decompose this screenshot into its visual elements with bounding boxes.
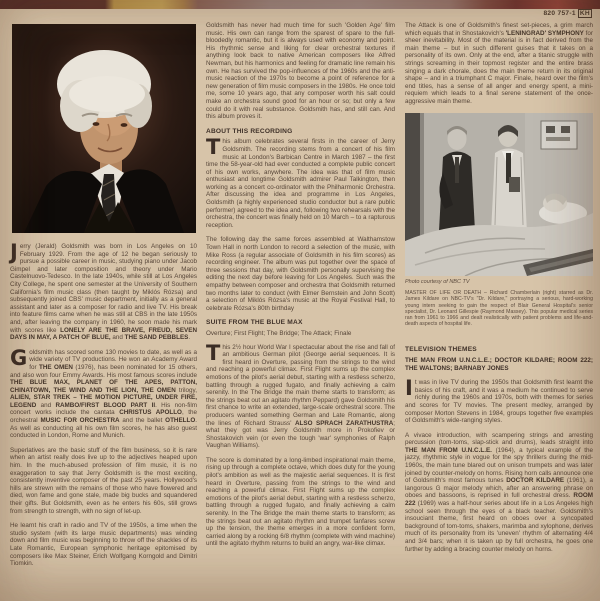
catalog-number-text: 820 757-1 — [543, 10, 576, 17]
attack-finale-text — [405, 22, 593, 106]
left-column — [10, 22, 197, 575]
paragraph: The score is dominated by a long-limbed inspirational main theme, rising up through a complete octave, which does duty for the young pilot's ambition as well as the majestic aerial sequences. It is first heard in Overture, passing from the strings to the wind and reaching a powerful climax. First Flight sums up the complex emotions of the pilot's aerial debut, starting with a restless scherzo, battling through a rugged fugato, and finally achieving a calm serenity. In the The Bridge the main theme starts to transform; as the strings beat out an agitato rhythm and trumpet fanfares screw up the tension, the theme emerges in a more confident form, carried along by a rocking 6/8 rhythm (complete with wind machine) until the agitato rhythm returns to build an angry, war-like climax. — [206, 456, 395, 548]
dr-kildare-hospital-scene-photo — [405, 113, 593, 276]
sleeve-top-edge-strip — [0, 0, 600, 9]
catalog-suffix-badge: KH — [579, 10, 590, 17]
section-heading: TELEVISION THEMES — [405, 346, 477, 354]
right-column — [405, 22, 593, 560]
paragraph: A vivace introduction, with scampering strings and arresting percussion (tom-toms, slap-stick and drums), leads straight into THE MAN FROM U.N.C.L.E. (1964), a typical example of the jazzy, rhythmic style in vogue for the spy thrillers during the mid-1960s, the main tune blared out on unison trumpets and was later joined by counter-melody on horns. Rising horn calls announce one of Goldsmith's most famous tunes DOCTOR KILDARE (1961), a langorous G major melody which, after an answering phrase on oboes and bassoons, is reprised in full orchestral dress. ROOM 222 (1969) was a half-hour series about life in a Los Angeles high school seen through the eyes of a black teacher. Goldsmith's insouciant theme, first heard on oboes over a syncopated background of tom-toms, shakers, marimba and xylophone, derives much of its personality from its 'uneven' rhythm of alternating 4/4 and 3/4 bars; when it is taken up by full orchestra, he goes one further by adding a bracing counter melody on horns. — [405, 431, 594, 553]
paragraph: The Attack is one of Goldsmith's finest set-pieces, a grim march which equals that in Shostakovich's 'LENINGRAD' SYMPHONY for sheer inevitability. Most of the material is in fact derived from the main theme – but in such different guises that it takes on a personality of its own. Only at the end, after a titanic struggle with strings screaming in their topmost register and the entire brass singing a dark chorale, does the main theme return in its original shape – and in a triumphant C major. Finale, heard over the film's end titles, has a sense of all anger and energy spent, a mini-requiem which leads to a final serene statement of the once-aggressive main theme. — [405, 22, 593, 105]
dropcap-letter: I — [405, 376, 413, 401]
television-themes-text — [405, 346, 593, 553]
paragraph: This album celebrates several firsts in the career of Jerry Goldsmith. The recording stems from a concert of his film music at London's Barbican Centre in March 1987 – the first time the 58-year-old had ever conducted a complete public concert of his own works, anywhere. The idea was that of film music enthusiast and longtime Goldsmith admirer Paul Talkington, then working as a concert co-ordinator with the Philharmonic Orchestra. After discussing the idea and programme in Los Angeles, Goldsmith (a highly experienced studio conductor but a rare public performer) agreed to the idea and, following two rehearsals with the orchestra, the concert was finally held on 10 March – to a rapturous reception. — [206, 135, 395, 229]
paragraph: Jerry (Jerald) Goldsmith was born in Los Angeles on 10 February 1929. From the age of 12 he began seriously to pursue a possible career in music, studying piano under Jacob Gimpel and later composition and theory under Mario Castelnuovo-Tedesco. In the late 1940s, while still at Los Angeles City College, he spent one semester at the University of Southern California's film music class (then taught by Miklós Rózsa) and subsequently joined CBS' music department, initially as a general assistant and later as a composer for radio and live TV. His break into feature films came when he was still at CBS in the late 1950s and, after leaving the company in 1960, he soon made his mark with scores like LONELY ARE THE BRAVE, FREUD, SEVEN DAYS IN MAY, A PATCH OF BLUE, and THE SAND PEBBLES. — [10, 240, 197, 342]
section-heading: SUITE FROM THE BLUE MAX — [206, 319, 303, 327]
dropcap-letter: J — [10, 240, 18, 264]
section-subheading: Overture; First Flight; The Bridge; The Attack; Finale — [206, 329, 352, 337]
paragraph: Goldsmith has scored some 130 movies to date, as well as a wide variety of TV productions. He won an Academy Award for THE OMEN (1976), has been nominated for 15 others, and also won four Emmy Awards. His most famous scores include THE BLUE MAX, PLANET OF THE APES, PATTON, CHINATOWN, THE WIND AND THE LION, THE OMEN trilogy, ALIEN, STAR TREK – THE MOTION PICTURE, UNDER FIRE, LEGEND and RAMBO/FIRST BLOOD PART II. His non-film concert works include the cantata CHRISTUS APOLLO, the orchestral MUSIC FOR ORCHESTRA and the ballet OTHELLO. As well as conducting all his own film scores, he has also guest conducted in London, Rome and Munich. — [10, 345, 198, 440]
catalog-number — [543, 10, 592, 17]
dropcap-letter: T — [206, 340, 221, 365]
biography-text — [10, 240, 198, 568]
paragraph: This 2½ hour World War I spectacular about the rise and fall of an ambitious German pilot (George aerial sequences. It is first heard in Overture, passing from the strings to the wind and reaching a powerful climax. First Flight sums up the complex emotions of the pilot's aerial debut, starting with a restless scherzo, battling through a rugged fugato, and finally achieving a calm serenity. In the The Bridge the main theme starts to transform; as the strings beat out an agitato rhythm Peppard) gave Goldsmith his first chance to write an extended, large-scale orchestral score. The producers wanted something German and Late Romantic, along the lines of Richard Strauss' ALSO SPRACH ZARATHUSTRA; what they got was Jerry Goldsmith more in Prokofiev or Shostakovich vein (or even the tough 'war' symphonies of Ralph Vaughan Williams). — [206, 340, 396, 450]
paragraph: Goldsmith has never had much time for such 'Golden Age' film music. His own can range from the sparest of spare to the full-bloodedly romantic, but it is always used with economy and point. His rhythmic sense and liking for clear orchestral textures if anything look back to native American composers like Alfred Newman, but his harmonics and feeling for dramatic line remain his own. He has survived the pop-influences of the 1960s and the anti-music reaction of the 1970s to become a point of reference for a new generation of film music composers in the 1980s. He once told me, some 10 years ago, that any composer worth his salt could make an orchestra sound good for an hour or so; but only a few could do it with real substance. Goldsmith has, and still can. And this album proves it. — [206, 22, 395, 121]
dropcap-letter: T — [206, 135, 221, 160]
dropcap-letter: G — [10, 345, 28, 370]
liner-notes-text — [206, 22, 395, 548]
section-heading: ABOUT THIS RECORDING — [206, 127, 293, 135]
jerry-goldsmith-portrait-photo — [12, 24, 196, 233]
photo-caption-block — [405, 279, 593, 328]
middle-column — [206, 22, 395, 555]
photo-caption: MASTER OF LIFE OR DEATH – Richard Chamberlain (right) starred as Dr. James Kildare on NBC-TV's "Dr. Kildare," portraying a serious, hard-working young intern seeking to gain the respect of Blair General Hospital's senior specialist, Dr. Leonard Gillespie (Raymond Massey). This popular medical series ran from 1961 to 1966 and dealt realistically with patient problems and life-and-death aspects of hospital life. — [405, 290, 593, 328]
paragraph: The following day the same forces assembled at Walthamstow Town Hall in north London to record a selection of the music, with Mike Ross (a regular associate of Goldsmith in his film scores) as recording engineer. The album was put together over the space of three sessions that day, with Goldsmith personally supervising the editing the next day before leaving for Los Angeles. Such was the empathy between composer and orchestra that Goldsmith returned two months later to conduct (with Elmer Bernstein and John Scott) a selection of Miklós Rózsa's music at the Royal Festival Hall, to celebrate Rózsa's 80th birthday — [206, 236, 395, 312]
paragraph: It was in live TV during the 1950s that Goldsmith first learnt the basics of his craft, and it was a medium he continued to serve richly during the 1960s and 1970s, both with themes for series and scores for TV movies. The present medley, arranged by composer Morton Stevens in 1984, groups together five examples of Goldsmith's wide-ranging styles. — [405, 376, 593, 425]
paragraph: He learnt his craft in radio and TV of the 1950s, a time when the studio system (with its large music departments) was winding down and film music was beginning to throw off the shackles of its Late Romantic, European symphonic heritage epitomised by composers like Max Steiner, Erich Wolfgang Korngold and Dimitri Tiomkin. — [10, 522, 197, 568]
photo-credit: Photo courtesy of NBC TV — [405, 278, 470, 285]
section-subheading: THE MAN FROM U.N.C.L.E.; DOCTOR KILDARE; ROOM 222; THE WALTONS; BARNABY JONES — [405, 356, 593, 372]
paragraph: Superlatives are the basic stuff of the film business, so it is rare when an artist really does live up to the adjectives heaped upon him. In the much-abused profession of film music, it is no exaggeration to say that Jerry Goldsmith is the most exciting, consistently inventive composer of the past 25 years. Hollywood's hills are strewn with the remains of those who have flowered and died, won fame and gone stale, made big bucks and squandered their gifts. But Goldsmith, even as he enters his 60s, still grows from strength to strength, with no sign of let-up. — [10, 446, 197, 515]
